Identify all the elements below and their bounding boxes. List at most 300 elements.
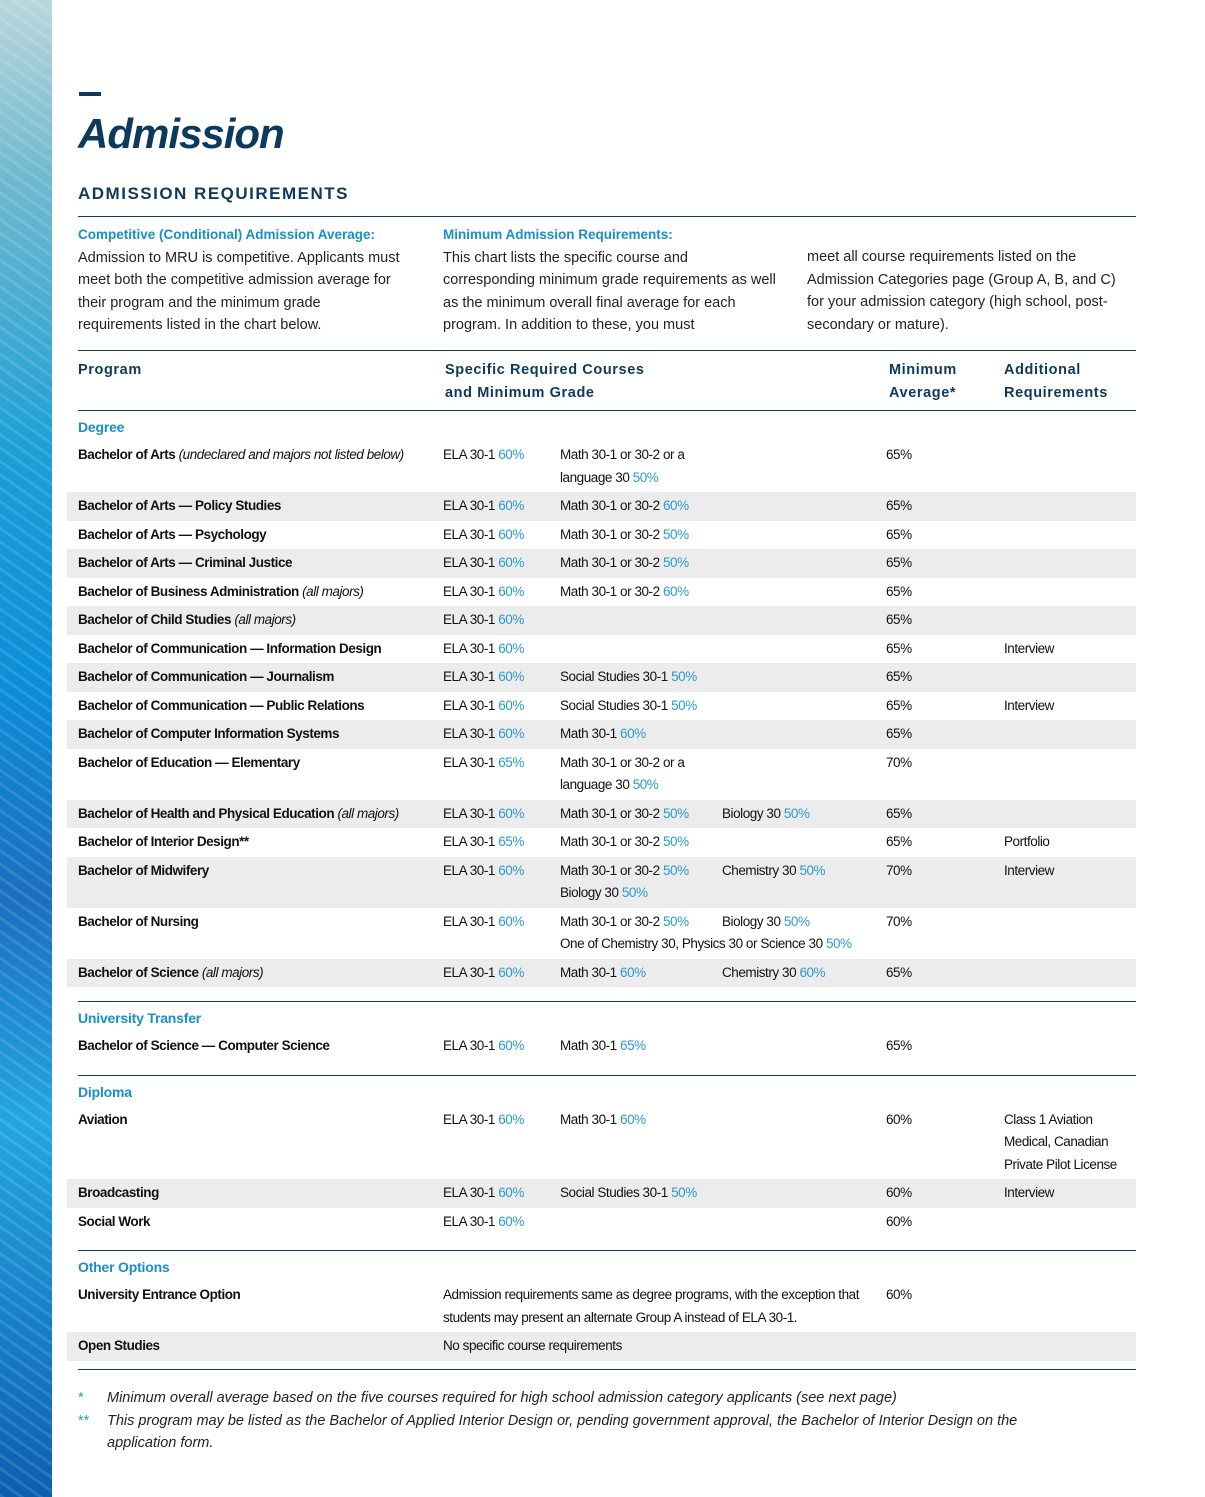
course-name: ELA 30-1	[443, 640, 499, 656]
program-name: Social Work	[78, 1213, 151, 1229]
empty-cell	[722, 1182, 886, 1205]
course-name: ELA 30-1	[443, 862, 499, 878]
course-name: Chemistry 30	[722, 862, 800, 878]
table-row	[67, 908, 1136, 959]
course-requirement	[560, 581, 722, 604]
minimum-grade: 50%	[632, 777, 659, 792]
additional-requirements: Interview	[1004, 697, 1054, 713]
course-requirement	[560, 860, 722, 883]
program-name: Open Studies	[78, 1338, 160, 1353]
course-requirement	[443, 911, 560, 934]
program-cell	[78, 803, 443, 826]
program-cell	[78, 609, 443, 632]
minimum-grade: 60%	[498, 1038, 524, 1053]
course-requirement	[560, 962, 722, 985]
program-note: (all majors)	[337, 805, 399, 821]
course-name: Math 30-1	[560, 726, 621, 741]
course-requirement	[722, 962, 886, 985]
course-requirement	[722, 860, 886, 883]
required-courses	[443, 803, 886, 826]
course-name: ELA 30-1	[443, 834, 499, 849]
additional-requirements	[1004, 524, 1124, 547]
required-courses	[443, 524, 886, 547]
course-name: Math 30-1 or 30-2	[560, 526, 663, 542]
course-name: Math 30-1	[560, 1111, 621, 1127]
required-courses	[443, 609, 886, 632]
intro-heading: Minimum Admission Requirements:	[443, 227, 673, 242]
intro-text: This chart lists the specific course and corresponding minimum grade requirements as well as the minimum overall final average for each program. In addition to these, you must	[443, 249, 776, 333]
minimum-average: 65%	[886, 669, 912, 684]
required-courses	[443, 444, 886, 489]
minimum-average: 70%	[886, 862, 912, 878]
program-name: Bachelor of Arts — Criminal Justice	[78, 555, 293, 570]
course-name: Chemistry 30	[722, 964, 800, 980]
program-cell	[78, 1211, 443, 1234]
course-name: Social Studies 30-1	[560, 669, 672, 684]
course-name: One of Chemistry 30, Physics 30 or Science 30	[560, 936, 826, 951]
course-requirement	[443, 495, 560, 518]
minimum-grade: 50%	[671, 669, 697, 684]
course-name: ELA 30-1	[443, 612, 499, 627]
required-courses	[443, 723, 886, 746]
course-name: ELA 30-1	[443, 555, 499, 570]
course-requirement	[443, 860, 560, 883]
required-courses	[443, 638, 886, 661]
course-name: Math 30-1 or 30-2	[560, 583, 663, 599]
minimum-grade: 60%	[498, 805, 524, 821]
table-row	[67, 828, 1136, 857]
course-requirement	[443, 803, 560, 826]
additional-requirements	[1004, 1284, 1124, 1329]
minimum-average: 65%	[886, 805, 912, 821]
course-requirement	[722, 803, 886, 826]
additional-requirements: Interview	[1004, 862, 1054, 878]
course-requirement	[443, 1035, 560, 1058]
course-name: ELA 30-1	[443, 1038, 499, 1053]
program-name: University Entrance Option	[78, 1287, 241, 1302]
course-requirement	[722, 911, 886, 934]
additional-requirements	[1004, 911, 1124, 956]
minimum-grade: 60%	[498, 1111, 524, 1127]
required-courses	[443, 911, 886, 956]
program-name: Bachelor of Business Administration	[78, 583, 299, 599]
program-cell	[78, 495, 443, 518]
header-label: Requirements	[1004, 385, 1108, 401]
program-note: (all majors)	[201, 964, 264, 980]
minimum-grade: 50%	[825, 936, 852, 951]
required-courses	[443, 752, 886, 797]
empty-cell	[722, 609, 886, 632]
course-requirement	[560, 933, 886, 956]
program-note: (all majors)	[302, 583, 364, 599]
course-name: Math 30-1 or 30-2	[560, 913, 663, 929]
minimum-average: 70%	[886, 754, 912, 770]
empty-cell	[560, 609, 722, 632]
program-name: Bachelor of Child Studies	[78, 612, 232, 627]
empty-cell	[722, 723, 886, 746]
additional-requirements	[1004, 581, 1124, 604]
program-note: (all majors)	[234, 612, 296, 627]
required-courses	[443, 1335, 886, 1358]
program-cell	[78, 1284, 443, 1329]
course-name: ELA 30-1	[443, 726, 499, 741]
course-name: Math 30-1 or 30-2	[560, 555, 663, 570]
course-requirement	[443, 723, 560, 746]
minimum-grade: 50%	[671, 697, 697, 713]
empty-cell	[722, 495, 886, 518]
required-courses	[443, 962, 886, 985]
program-name: Bachelor of Communication — Journalism	[78, 669, 334, 684]
table-row	[67, 663, 1136, 692]
title-dash	[79, 92, 101, 96]
empty-cell	[722, 1109, 886, 1177]
additional-requirements	[1004, 1211, 1124, 1234]
minimum-average: 65%	[886, 640, 912, 656]
divider	[78, 350, 1136, 351]
minimum-average: 65%	[886, 447, 912, 462]
program-cell	[78, 911, 443, 956]
program-name: Bachelor of Science	[78, 964, 199, 980]
program-note: (undeclared and majors not listed below)	[178, 447, 404, 462]
table-section	[78, 1251, 1136, 1370]
course-requirement	[560, 882, 886, 905]
course-name: ELA 30-1	[443, 1111, 499, 1127]
course-requirement	[443, 552, 560, 575]
additional-requirements: Interview	[1004, 1185, 1054, 1200]
minimum-average: 65%	[886, 834, 912, 849]
minimum-average: 65%	[886, 583, 912, 599]
course-name: Math 30-1 or 30-2	[560, 805, 663, 821]
additional-requirements	[1004, 609, 1124, 632]
minimum-grade: 50%	[662, 555, 689, 570]
program-cell	[78, 831, 443, 854]
footnote-text: application form.	[107, 1435, 214, 1451]
footnote-text: This program may be listed as the Bachelor of Applied Interior Design or, pending government approval, the Bachelor of Interior Design on the	[107, 1412, 1018, 1429]
header-program	[78, 359, 142, 382]
course-requirement	[560, 831, 722, 854]
section-subtitle: ADMISSION REQUIREMENTS	[78, 184, 350, 203]
course-name: Math 30-1 or 30-2	[560, 834, 663, 849]
table-row	[67, 720, 1136, 749]
program-name: Bachelor of Midwifery	[78, 862, 209, 878]
table-row	[67, 1179, 1136, 1208]
table-row	[67, 1332, 1136, 1361]
course-name: ELA 30-1	[443, 498, 499, 513]
minimum-grade: 50%	[662, 805, 689, 821]
program-cell	[78, 860, 443, 905]
intro-minimum-requirements	[443, 224, 778, 337]
additional-requirements	[1004, 803, 1124, 826]
minimum-average: 65%	[886, 697, 912, 713]
minimum-average: 65%	[886, 964, 912, 980]
course-name: ELA 30-1	[443, 913, 499, 929]
program-cell	[78, 552, 443, 575]
minimum-grade: 50%	[783, 913, 810, 929]
program-name: Bachelor of Nursing	[78, 913, 199, 929]
course-name: Biology 30	[560, 885, 622, 900]
program-name: Broadcasting	[78, 1185, 159, 1200]
minimum-grade: 60%	[498, 583, 524, 599]
course-name: ELA 30-1	[443, 583, 499, 599]
course-name: Math 30-1	[560, 1038, 621, 1053]
course-requirement	[560, 1035, 722, 1058]
program-name: Bachelor of Arts — Psychology	[78, 526, 267, 542]
additional-requirements	[1004, 723, 1124, 746]
course-name: Biology 30	[722, 913, 784, 929]
minimum-grade: 60%	[662, 498, 689, 513]
empty-cell	[722, 752, 886, 797]
course-requirement	[443, 1109, 560, 1177]
minimum-average: 65%	[886, 726, 912, 741]
minimum-grade: 60%	[498, 669, 524, 684]
program-name: Bachelor of Communication — Public Relations	[78, 697, 365, 713]
table-section	[78, 1002, 1136, 1076]
empty-cell	[722, 1211, 886, 1234]
header-courses	[445, 359, 645, 405]
table-row	[67, 492, 1136, 521]
empty-cell	[722, 666, 886, 689]
program-name: Bachelor of Computer Information Systems	[78, 726, 340, 741]
minimum-grade: 65%	[498, 754, 524, 770]
minimum-average: 65%	[886, 498, 912, 513]
course-requirement	[560, 1182, 722, 1205]
course-name: ELA 30-1	[443, 1213, 499, 1229]
additional-requirements: Interview	[1004, 640, 1054, 656]
minimum-grade: 60%	[498, 1185, 524, 1200]
intro-text: Admission to MRU is competitive. Applicants must meet both the competitive admission average for their program and the minimum grade requirements listed in the chart below.	[78, 249, 400, 333]
decorative-water-strip	[0, 0, 52, 1497]
program-cell	[78, 581, 443, 604]
course-requirement	[443, 752, 560, 797]
minimum-grade: 60%	[498, 726, 524, 741]
minimum-grade: 50%	[783, 805, 810, 821]
course-requirement	[443, 609, 560, 632]
minimum-grade: 50%	[621, 885, 648, 900]
program-cell	[78, 1109, 443, 1177]
divider	[78, 216, 1136, 217]
table-row	[67, 549, 1136, 578]
course-requirement	[560, 552, 722, 575]
footnotes	[78, 1387, 1017, 1455]
minimum-grade: 60%	[498, 913, 524, 929]
minimum-average: 65%	[886, 1038, 912, 1053]
footnote-text: Minimum overall average based on the five courses required for high school admission category applicants (see next page)	[107, 1390, 897, 1406]
empty-cell	[722, 695, 886, 718]
minimum-average: 65%	[886, 555, 912, 570]
required-courses	[443, 1182, 886, 1205]
program-cell	[78, 1182, 443, 1205]
minimum-average: 60%	[886, 1185, 912, 1200]
minimum-average: 70%	[886, 913, 912, 929]
course-requirement	[560, 752, 722, 797]
minimum-grade: 60%	[498, 555, 524, 570]
table-row	[67, 1106, 1136, 1180]
program-cell	[78, 962, 443, 985]
program-cell	[78, 444, 443, 489]
course-requirement	[443, 444, 560, 489]
program-cell	[78, 752, 443, 797]
header-average	[889, 359, 957, 405]
required-courses	[443, 695, 886, 718]
course-requirement	[443, 666, 560, 689]
empty-cell	[722, 831, 886, 854]
course-requirement	[560, 723, 722, 746]
course-requirement	[443, 524, 560, 547]
header-label: Average*	[889, 385, 957, 401]
program-cell	[78, 723, 443, 746]
course-name: ELA 30-1	[443, 697, 499, 713]
header-label: Minimum	[889, 362, 957, 378]
section-title: Other Options	[78, 1259, 170, 1275]
minimum-grade: 65%	[620, 1038, 646, 1053]
program-cell	[78, 1035, 443, 1058]
table-row	[67, 635, 1136, 664]
course-name: Math 30-1 or 30-2	[560, 862, 663, 878]
minimum-grade: 60%	[498, 862, 524, 878]
requirements-text: Admission requirements same as degree programs, with the exception that students may present an alternate Group A instead of ELA 30-1.	[443, 1287, 860, 1325]
program-cell	[78, 524, 443, 547]
table-row	[67, 441, 1136, 492]
intro-competitive-average	[78, 224, 408, 337]
program-cell	[78, 638, 443, 661]
course-requirement	[560, 695, 722, 718]
program-cell	[78, 1335, 443, 1358]
required-courses	[443, 666, 886, 689]
course-requirement	[560, 911, 722, 934]
minimum-grade: 60%	[620, 1111, 646, 1127]
requirements-table	[67, 411, 1137, 1370]
required-courses	[443, 1109, 886, 1177]
course-requirement	[560, 524, 722, 547]
course-requirement	[443, 638, 560, 661]
requirements-text: No specific course requirements	[443, 1338, 622, 1353]
required-courses	[443, 495, 886, 518]
additional-requirements	[1004, 1035, 1124, 1058]
course-name: Math 30-1 or 30-2 or a language 30	[560, 754, 685, 792]
required-courses	[443, 831, 886, 854]
table-row	[67, 692, 1136, 721]
minimum-grade: 65%	[498, 834, 524, 849]
course-requirement	[443, 831, 560, 854]
program-name: Bachelor of Science — Computer Science	[78, 1038, 330, 1053]
required-courses	[443, 1035, 886, 1058]
additional-requirements: Class 1 Aviation Medical, Canadian Private Pilot License	[1004, 1111, 1117, 1172]
course-requirement	[443, 581, 560, 604]
table-row	[67, 749, 1136, 800]
empty-cell	[722, 444, 886, 489]
minimum-grade: 60%	[498, 964, 524, 980]
header-additional	[1004, 359, 1108, 405]
table-row	[67, 578, 1136, 607]
table-row	[67, 857, 1136, 908]
section-title: Diploma	[78, 1083, 132, 1100]
minimum-average: 65%	[886, 612, 912, 627]
additional-requirements	[1004, 666, 1124, 689]
minimum-average: 60%	[886, 1111, 912, 1127]
course-requirement	[443, 962, 560, 985]
required-courses	[443, 1211, 886, 1234]
intro-heading: Competitive (Conditional) Admission Average:	[78, 227, 376, 242]
minimum-average: 65%	[886, 526, 912, 542]
intro-text: meet all course requirements listed on the Admission Categories page (Group A, B, and C) for your admission category (high school, post-secondary or mature).	[807, 249, 1116, 333]
table-row	[67, 521, 1136, 550]
course-requirement	[560, 666, 722, 689]
additional-requirements	[1004, 495, 1124, 518]
header-label: and Minimum Grade	[445, 385, 595, 401]
program-name: Bachelor of Education — Elementary	[78, 754, 300, 770]
minimum-grade: 60%	[498, 612, 524, 627]
course-name: ELA 30-1	[443, 447, 499, 462]
empty-cell	[560, 638, 722, 661]
minimum-average: 60%	[886, 1287, 912, 1302]
additional-requirements: Portfolio	[1004, 834, 1050, 849]
footnote-mark: **	[78, 1412, 90, 1429]
minimum-grade: 60%	[498, 526, 524, 542]
minimum-grade: 50%	[662, 834, 689, 849]
minimum-grade: 60%	[498, 447, 524, 462]
table-row	[67, 1208, 1136, 1237]
minimum-grade: 50%	[662, 526, 689, 542]
minimum-grade: 60%	[620, 964, 646, 980]
table-row	[67, 959, 1136, 988]
table-row	[67, 606, 1136, 635]
header-label: Specific Required Courses	[445, 362, 645, 378]
course-name: ELA 30-1	[443, 964, 499, 980]
minimum-grade: 60%	[498, 697, 524, 713]
header-label: Additional	[1004, 362, 1081, 378]
intro-continued	[807, 246, 1127, 336]
required-courses	[443, 1284, 886, 1329]
program-name: Bachelor of Arts — Policy Studies	[78, 498, 281, 513]
course-name: Math 30-1 or 30-2 or a language 30	[560, 447, 685, 485]
footnote-mark: *	[78, 1390, 84, 1406]
program-name: Bachelor of Communication — Information Design	[78, 640, 382, 656]
additional-requirements	[1004, 752, 1124, 797]
minimum-grade: 60%	[498, 498, 524, 513]
additional-requirements	[1004, 962, 1124, 985]
minimum-grade: 60%	[620, 726, 646, 741]
additional-requirements	[1004, 444, 1124, 489]
course-name: ELA 30-1	[443, 669, 499, 684]
header-label: Program	[78, 362, 142, 378]
minimum-grade: 60%	[799, 964, 826, 980]
table-row	[67, 1281, 1136, 1332]
table-row	[67, 800, 1136, 829]
program-name: Aviation	[78, 1111, 128, 1127]
empty-cell	[722, 638, 886, 661]
program-cell	[78, 695, 443, 718]
program-name: Bachelor of Arts	[78, 447, 176, 462]
course-name: Social Studies 30-1	[560, 697, 672, 713]
minimum-average	[886, 1335, 1004, 1358]
additional-requirements	[1004, 1335, 1124, 1358]
required-courses	[443, 581, 886, 604]
additional-requirements	[1004, 552, 1124, 575]
page-title: Admission	[78, 110, 284, 157]
footnote	[78, 1387, 1017, 1410]
section-title: Degree	[78, 419, 125, 435]
minimum-grade: 50%	[662, 913, 689, 929]
empty-cell	[722, 581, 886, 604]
course-requirement	[560, 444, 722, 489]
footnote	[78, 1410, 1017, 1433]
minimum-grade: 60%	[662, 583, 689, 599]
empty-cell	[722, 524, 886, 547]
course-name: Math 30-1	[560, 964, 621, 980]
course-requirement	[560, 495, 722, 518]
course-name: ELA 30-1	[443, 1185, 499, 1200]
minimum-grade: 60%	[498, 640, 524, 656]
